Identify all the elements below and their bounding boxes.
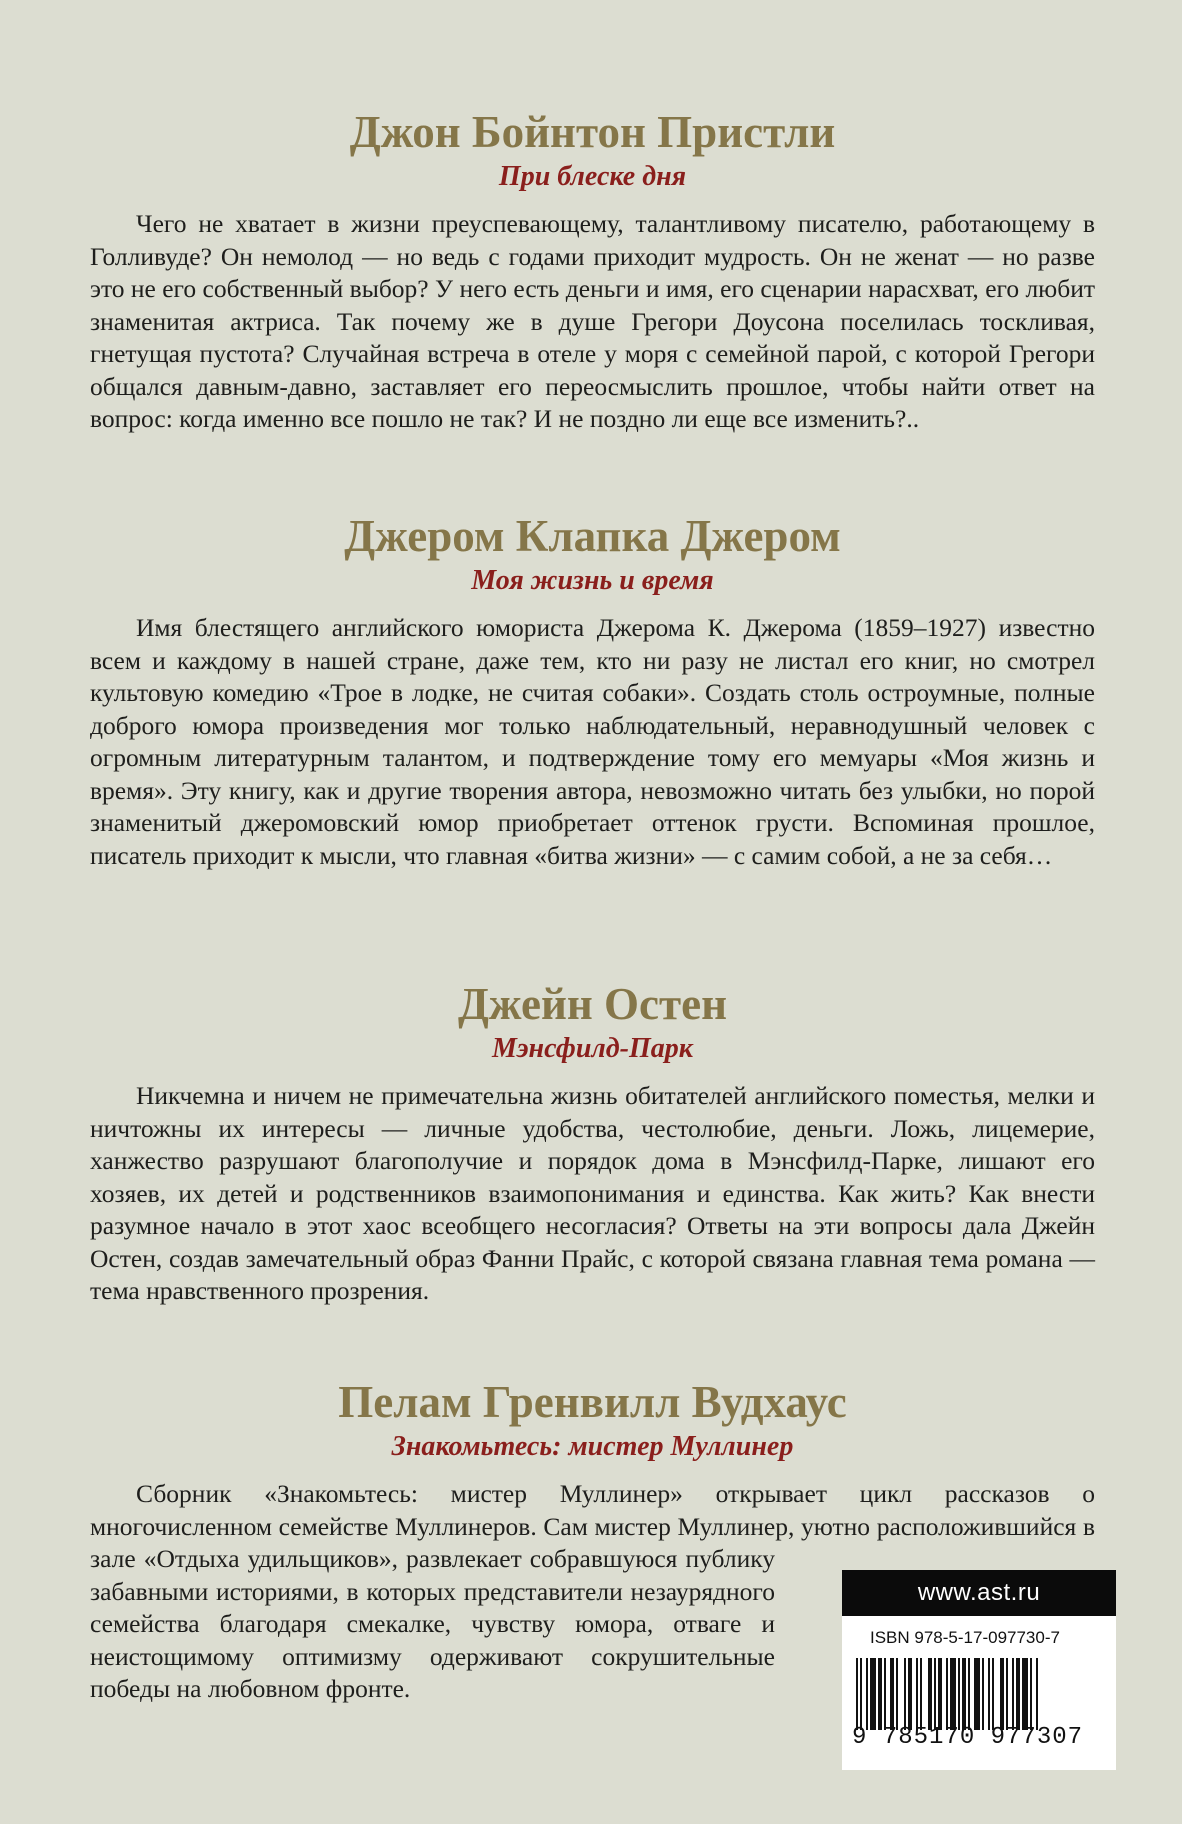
book-blurb: Никчемна и ничем не примечательна жизнь обитателей английского поместья, мелки и ничтожны их интересы — личные удобства, честолюбие, деньги. Ложь, лицемерие, ханжество разрушают благополучие и порядок дома в Мэнсфилд-Парке, лишают его хозяев, их детей и родственников взаимопонимания и единства. Как жить? Как внести разумное начало в этот хаос всеобщего несогласия? Ответы на эти вопросы дала Джейн Остен, создав замечательный образ Фанни Прайс, с которой связана главная тема романа — тема нравственного прозрения. bbox=[90, 1081, 1095, 1305]
barcode-bar bbox=[916, 1658, 918, 1730]
author-name: Джером Клапка Джером bbox=[344, 511, 841, 561]
barcode-bar bbox=[992, 1658, 994, 1730]
book-blurb: Имя блестящего английского юмориста Джерома К. Джерома (1859–1927) известно всем и каждому в нашей стране, даже тем, кто ни разу не листал его книг, но смотрел культовую комедию «Трое в лодке, не считая собаки». Создать столь остроумные, полные доброго юмора произведения мог только наблюдательный, неравнодушный человек с огромным литературным талантом, и подтверждение тому его мемуары «Моя жизнь и время». Эту книгу, как и другие творения автора, невозможно читать без улыбки, но порой знаменитый джеромовский юмор приобретает оттенок грусти. Вспоминая прошлое, писатель приходит к мысли, что главная «битва жизни» — с самим собой, а не за себя… bbox=[90, 613, 1095, 870]
book-title: Моя жизнь и время bbox=[471, 565, 714, 596]
book-title: Знакомьтесь: мистер Муллинер bbox=[391, 1431, 794, 1462]
barcode-bar bbox=[866, 1658, 868, 1730]
barcode-bar bbox=[884, 1658, 886, 1730]
barcode-bar bbox=[908, 1658, 912, 1730]
barcode-bar bbox=[870, 1658, 876, 1730]
barcode-bar bbox=[968, 1658, 970, 1730]
barcode-bar bbox=[1022, 1658, 1028, 1730]
barcode-bar bbox=[878, 1658, 882, 1730]
book-title: При блеске дня bbox=[498, 161, 687, 192]
barcode-bar bbox=[890, 1658, 894, 1730]
barcode-icon bbox=[856, 1658, 1102, 1730]
barcode-bar bbox=[934, 1658, 936, 1730]
barcode-bar bbox=[920, 1658, 922, 1730]
barcode-bar bbox=[1012, 1658, 1014, 1730]
barcode-block bbox=[842, 1570, 1116, 1770]
barcode-bar bbox=[946, 1658, 948, 1730]
book-blurb: Сборник «Знакомьтесь: мистер Муллинер» открывает цикл рассказов о многочисленном семействе Муллинеров. Сам мистер Муллинер, уютно расположившийся в зале «Отдыха удильщиков», развлекает собравшуюся публику забавными историями, в которых представители незаурядного семейства благодаря смекалке, чувству юмора, отваге и неистощимому оптимизму одерживают сокрушительные победы на любовном фронте. bbox=[90, 1479, 1095, 1703]
barcode-bar bbox=[1016, 1658, 1020, 1730]
author-name: Джейн Остен bbox=[457, 979, 728, 1029]
barcode-bar bbox=[860, 1658, 862, 1730]
barcode-digits: 9 785170 977307 bbox=[852, 1724, 1084, 1751]
barcode-bar bbox=[904, 1658, 906, 1730]
barcode-bar bbox=[1000, 1658, 1004, 1730]
barcode-bar bbox=[1030, 1658, 1032, 1730]
barcode-bar bbox=[1006, 1658, 1008, 1730]
barcode-bar bbox=[974, 1658, 980, 1730]
barcode-bar bbox=[962, 1658, 966, 1730]
barcode-bar bbox=[938, 1658, 942, 1730]
barcode-bar bbox=[856, 1658, 858, 1730]
book-section-austen bbox=[90, 976, 1095, 1308]
barcode-bar bbox=[982, 1658, 984, 1730]
book-blurb: Чего не хватает в жизни преуспевающему, талантливому писателю, работающему в Голливуде? Он немолод — но ведь с годами приходит мудрость. Он не женат — но разве это не его собственный выбор? У него есть деньги и имя, его сценарии нарасхват, его любит знаменитая актриса. Так почему же в душе Грегори Доусона поселилась тоскливая, гнетущая пустота? Случайная встреча в отеле у моря с семейной парой, с которой Грегори общался давным-давно, заставляет его переосмыслить прошлое, чтобы найти ответ на вопрос: когда именно все пошло не так? И не поздно ли еще все изменить?.. bbox=[90, 209, 1095, 433]
website-label: www.ast.ru bbox=[842, 1570, 1116, 1616]
barcode-panel bbox=[842, 1616, 1116, 1770]
barcode-bar bbox=[896, 1658, 898, 1730]
barcode-bar bbox=[1036, 1658, 1038, 1730]
isbn-label: ISBN 978-5-17-097730-7 bbox=[870, 1628, 1060, 1647]
barcode-bar bbox=[950, 1658, 956, 1730]
book-section-jerome bbox=[90, 508, 1095, 872]
book-section-priestley bbox=[90, 104, 1095, 436]
barcode-bar bbox=[988, 1658, 990, 1730]
author-name: Джон Бойнтон Пристли bbox=[349, 107, 836, 157]
book-title: Мэнсфилд-Парк bbox=[492, 1033, 693, 1064]
barcode-bar bbox=[928, 1658, 932, 1730]
barcode-bar bbox=[958, 1658, 960, 1730]
author-name: Пелам Гренвилл Вудхаус bbox=[338, 1377, 847, 1427]
